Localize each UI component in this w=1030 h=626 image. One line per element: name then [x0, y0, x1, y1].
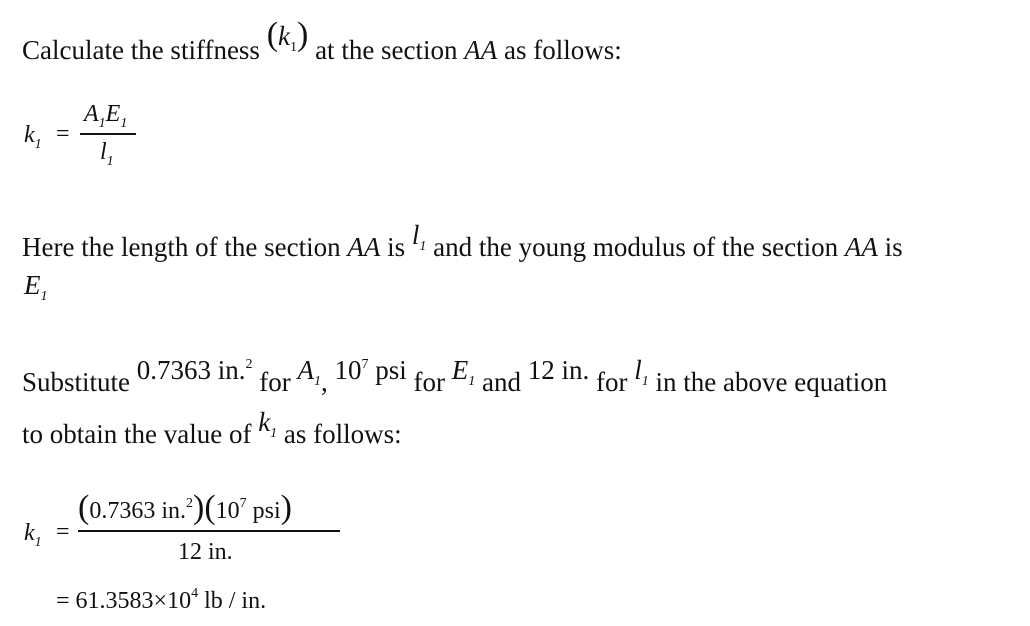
- area-value: 0.7363 in.$^2$: [136, 355, 253, 385]
- length-value: 12 in.: [527, 355, 590, 385]
- formula2-denominator: 12 in.: [178, 539, 233, 565]
- formula1-denominator: $l_1$: [100, 139, 114, 169]
- formula2-equals: =: [56, 519, 70, 545]
- intro-text-middle: at the section: [315, 35, 458, 65]
- formula2-result: = $61.3583\times 10^4$ lb / in.: [56, 586, 267, 614]
- stiffness-symbol: $(k_1)$: [266, 16, 309, 55]
- intro-text-before: Calculate the stiffness: [22, 35, 260, 65]
- explanation-line-2: $E_1$: [24, 270, 48, 304]
- formula2-lhs: $k_1$: [24, 520, 42, 550]
- intro-text-after: as follows:: [504, 35, 622, 65]
- explanation-line-1: Here the length of the section AA is $l_1$ and the young modulus of the section AA is: [22, 220, 903, 262]
- substitute-line-1: Substitute 0.7363 in.$^2$ for $A_1$, $10^7$ psi for $E_1$ and 12 in. for $l_1$ in the above equation: [22, 355, 888, 397]
- intro-line: [22, 16, 622, 68]
- formula1-numerator: $A_1E_1$: [84, 101, 128, 131]
- formula1-lhs: $k_1$: [24, 122, 42, 152]
- substitute-line-2: to obtain the value of $k_1$ as follows:: [22, 407, 402, 449]
- formula1-equals: =: [56, 121, 70, 147]
- formula1-fraction-bar: [80, 133, 136, 135]
- formula2-fraction-bar: [78, 530, 340, 532]
- modulus-value: $10^7$ psi: [334, 355, 407, 385]
- section-label: AA: [464, 35, 498, 65]
- formula2-numerator: (0.7363 $in.^2)(10^7$ psi): [78, 489, 292, 526]
